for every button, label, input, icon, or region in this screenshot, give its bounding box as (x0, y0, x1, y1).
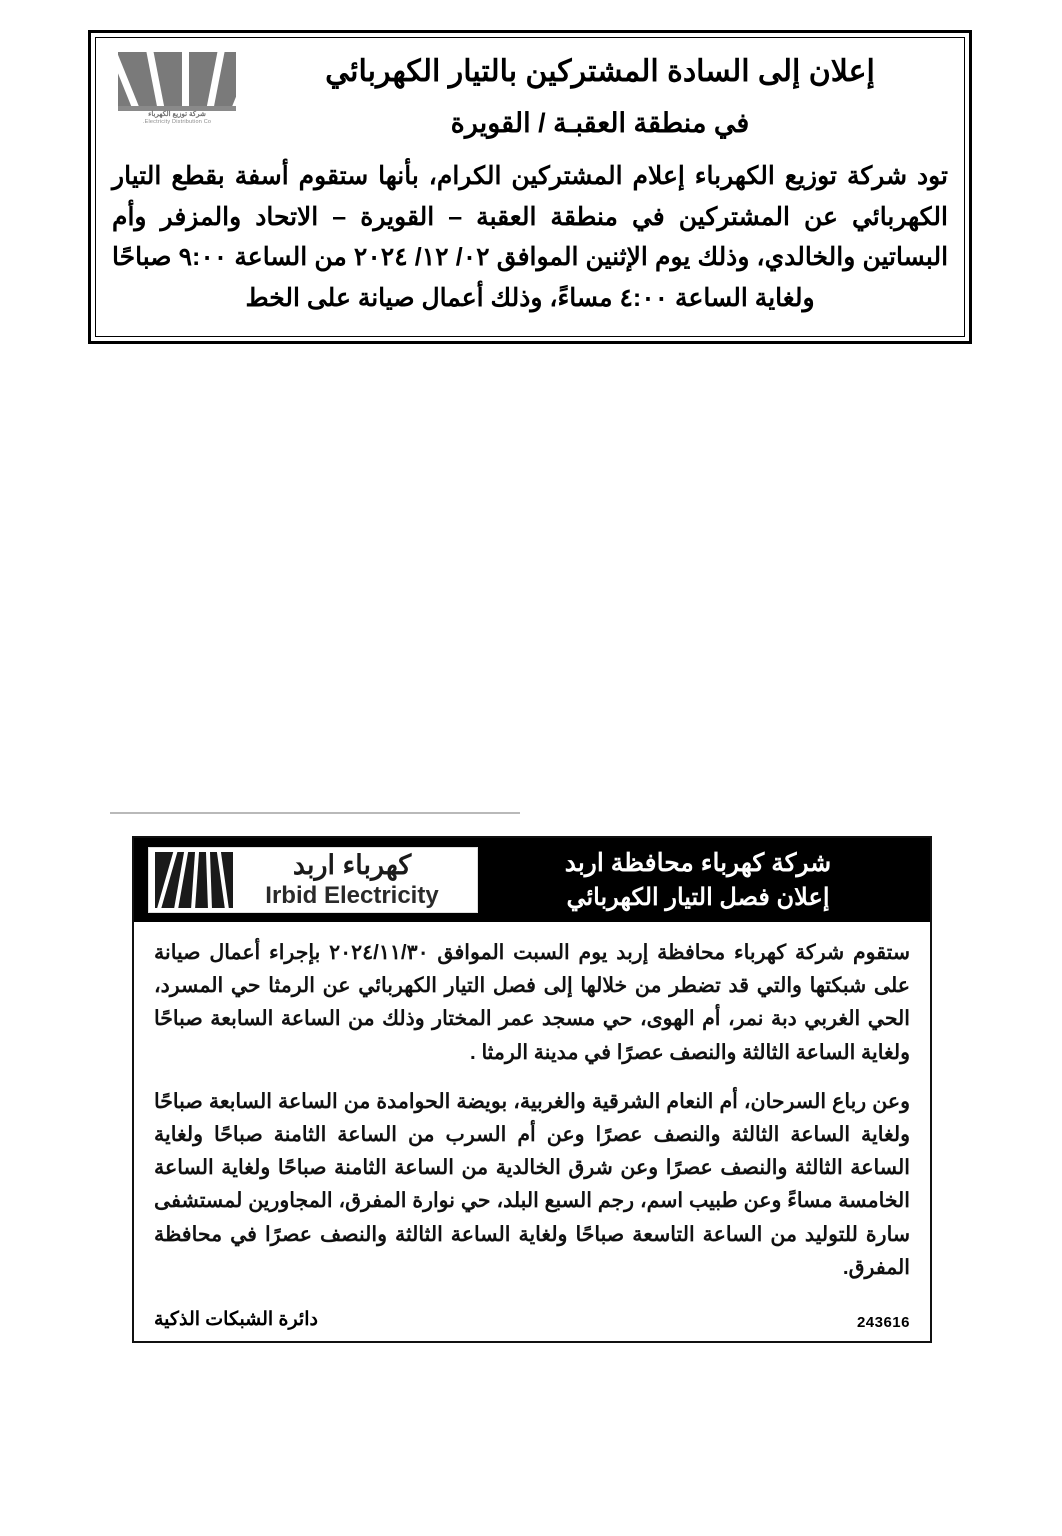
page-divider (110, 812, 520, 814)
aqaba-power-outage-notice (88, 30, 972, 344)
ad1-inner-frame (95, 37, 965, 337)
ad1-header (112, 48, 948, 142)
logo-text-block (233, 851, 471, 909)
logo-name-arabic: شركة توزيع الكهرباء (148, 111, 206, 118)
ad1-title-block (252, 48, 948, 142)
irbid-electricity-logo-icon (148, 847, 478, 913)
ad2-notice-title: إعلان فصل التيار الكهربائي (566, 883, 830, 911)
ad1-subtitle: في منطقة العقبـة / القويرة (450, 107, 750, 138)
ad1-title: إعلان إلى السادة المشتركين بالتيار الكهربائي (325, 55, 875, 88)
logo-name-english: Irbid Electricity (265, 881, 439, 909)
ad2-department: دائرة الشبكات الذكية (154, 1309, 318, 1331)
ad2-paragraph-2: وعن رباع السرحان، أم النعام الشرقية والغربية، بويضة الحوامدة من الساعة السابعة صباحًا ولغاية الساعة الثالثة والنصف عصرًا وعن أم السرب من الساعة الثامنة صباحًا ولغاية الساعة الثالثة والنصف عصرًا وعن شرق الخالدية من الساعة الثامنة صباحًا ولغاية الساعة الخامسة مساءً وعن طبيب اسم، رجم السبع البلد، حي نوارة المفرق، المجاورين لمستشفى سارة للتوليد من الساعة التاسعة صباحًا ولغاية الساعة الثالثة والنصف عصرًا في محافظة المفرق. (154, 1089, 910, 1279)
electricity-rays-logo-icon (112, 50, 242, 128)
logo-stripes-graphic (155, 852, 233, 908)
ad2-company-name: شركة كهرباء محافظة اربد (564, 848, 832, 877)
ad2-header-text-block (490, 848, 916, 913)
logo-name-arabic: كهرباء اربد (292, 849, 412, 880)
irbid-power-outage-notice (132, 836, 932, 1343)
ad2-body (134, 922, 930, 1306)
logo-rays-graphic (118, 52, 236, 106)
logo-name-english: Electricity Distribution Co. (142, 119, 212, 125)
ad2-header (134, 838, 930, 922)
ad2-reference-code: 243616 (856, 1314, 910, 1332)
ad2-footer (134, 1306, 930, 1341)
ad2-paragraph-1: ستقوم شركة كهرباء محافظة إربد يوم السبت الموافق ٢٠٢٤/١١/٣٠ بإجراء أعمال صيانة على شبكتها والتي قد تضطر من خلالها إلى فصل التيار الكهربائي عن الرمثا حي المسرد، الحي الغربي دبة نمر، أم الهوى، حي مسجد عمر المختار وذلك من الساعة السابعة صباحًا ولغاية الساعة الثالثة والنصف عصرًا في مدينة الرمثا . (154, 941, 910, 1064)
ad1-body-text: تود شركة توزيع الكهرباء إعلام المشتركين الكرام، بأنها ستقوم أسفة بقطع التيار الكهربائي عن المشتركين في منطقة العقبة – القويرة – الاتحاد والمزفر وأم البساتين والخالدي، وذلك يوم الإثنين الموافق ٠٢/ ١٢/ ٢٠٢٤ من الساعة ٩:٠٠ صباحًا ولغاية الساعة ٤:٠٠ مساءً، وذلك أعمال صيانة على الخط (112, 162, 949, 312)
